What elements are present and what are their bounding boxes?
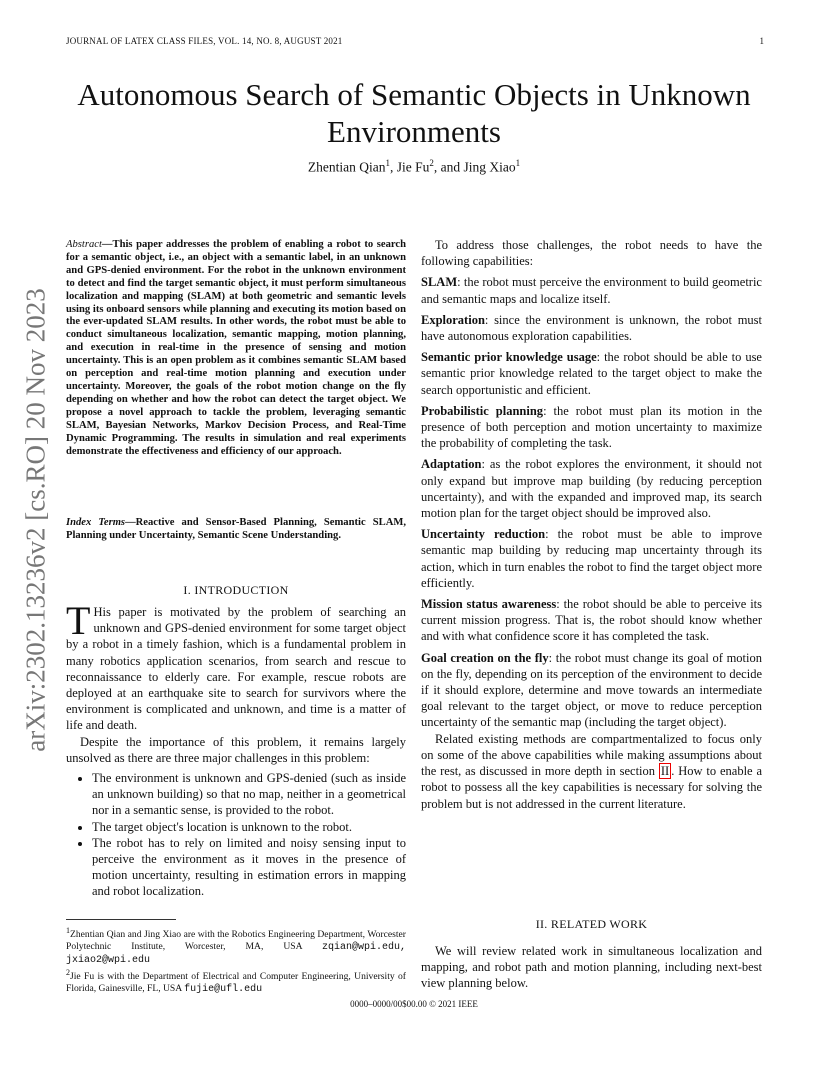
capability-item: Probabilistic planning: the robot must plan its motion in the presence of both perception and motion uncertainty to maximize the probability of completing the task. xyxy=(421,403,762,451)
paper-title: Autonomous Search of Semantic Objects in Unknown Environments xyxy=(77,77,751,149)
intro-paragraph-2: Despite the importance of this problem, it remains largely unsolved as there are three major challenges in this problem: xyxy=(66,734,406,765)
capability-item: Semantic prior knowledge usage: the robot should be able to use semantic prior knowledge related to the target object to make the search opportunistic and efficient. xyxy=(421,350,762,397)
related-work-paragraph: We will review related work in simultaneous localization and mapping, and robot path and motion planning, including next-best view planning below. xyxy=(421,944,762,991)
copyright-footer: 0000–0000/00$00.00 © 2021 IEEE xyxy=(350,999,478,1009)
author-list: Zhentian Qian$^1$, Jie Fu$^2$, and Jing Xiao$^1$ xyxy=(307,158,521,175)
abstract-label: Abstract xyxy=(66,239,102,250)
introduction-body xyxy=(66,598,406,900)
capability-item: SLAM: the robot must perceive the environment to build geometric and semantic maps and localize itself. xyxy=(421,275,762,306)
list-item: • The target object's location is unknown to the robot. xyxy=(92,819,406,835)
intro-paragraph-1: T His paper is motivated by the problem of searching an unknown and GPS-denied environment for some target object by a robot in a timely fashion, which is a fundamental problem in many robotics application scenarios, from search and rescue to reconnaissance to elderly care. For example, rescue robots are deployed at an earthquake site to search for survivors where the environment is complicated and unknown, and time is a matter of life and death. xyxy=(66,598,406,733)
challenge-list xyxy=(66,770,406,900)
index-terms: Index Terms—Reactive and Sensor-Based Planning, Semantic SLAM, Planning under Uncertainty, Semantic Scene Understanding. xyxy=(66,517,406,541)
abstract xyxy=(66,239,406,458)
section-heading-introduction: I. INTRODUCTION xyxy=(183,583,289,597)
capability-item: Mission status awareness: the robot should be able to perceive its current mission progress. That is, the robot should know whether and with what confidence score it has completed the task. xyxy=(421,597,762,644)
related-work-body xyxy=(421,943,762,992)
capability-item: Goal creation on the fly: the robot must change its goal of motion on the fly, depending on its perception of the environment to decide if it should explore, determine and move towards an intermediate goal relevant to the target object, or move to reduce perception uncertainty of the semantic map (including the target object). xyxy=(421,650,763,730)
section-link[interactable]: II xyxy=(660,764,670,779)
arxiv-id: arXiv:2302.13236v2 [cs.RO] 20 Nov 2023 xyxy=(20,288,51,752)
footnotes: $^1$Zhentian Qian and Jing Xiao are with the Robotics Engineering Department, Worcester Polytechnic Institute, Worcester, MA, USA zqian@wpi.edu, jxiao2@wpi.edu $^2$Jie Fu is with the Department of Electrical and Computer Engineering, University of Florida, Gainesville, FL, USA fujie@ufl.edu xyxy=(66,926,406,996)
capability-item: Adaptation: as the robot explores the environment, it should not only expand but improve map building (by reducing perception uncertainty), and with the expanded and improved map, its search motion plan for the target object should be improved also. xyxy=(421,457,762,521)
capabilities-intro: To address those challenges, the robot needs to have the following capabilities: xyxy=(421,238,762,269)
capability-item: Uncertainty reduction: the robot must be able to improve semantic map building by reducing map uncertainty through its action, which in turn enables the robot to find the target object more efficiently. xyxy=(421,527,762,590)
page-number: 1 xyxy=(759,36,764,46)
abstract-text: —This paper addresses the problem of enabling a robot to search for a semantic object, i.e., an object with a semantic label, in an unknown and GPS-denied environment. For the robot in the unknown environment to detect and find the target semantic object, it must perform simultaneous localization and mapping (SLAM) at both geometric and semantic levels using its onboard sensors while planning and executing its motion based on the ever-updated SLAM results. In other words, the robot must be able to conduct simultaneous localization, semantic mapping, motion planning, and execution in real-time in the presence of sensing and motion uncertainty. This is an open problem as it combines semantic SLAM based on perception and real-time motion planning and execution under uncertainty. Moreover, the goals of the robot motion change on the fly depending on whether and how the robot can detect the target object. We propose a novel approach to tackle the problem, leveraging semantic SLAM, Bayesian Networks, Markov Decision Process, and Real-Time Dynamic Programming. The results in simulation and real experiments demonstrate the effectiveness and efficiency of our approach. xyxy=(66,239,406,457)
running-header: JOURNAL OF LATEX CLASS FILES, VOL. 14, NO. 8, AUGUST 2021 xyxy=(66,36,343,46)
section-heading-related-work: II. RELATED WORK xyxy=(535,917,648,931)
related-paragraph: Related existing methods are compartmentalized to focus only on some of the above capabilities while making assumptions about the rest, as discussed in more depth in section II . How to enable a robot to possess all the key capabilities is necessary for solving the problem but is not addressed in the current literature. xyxy=(421,731,763,811)
list-item: • The robot has to rely on limited and noisy sensing input to perceive the environment as it moves in the presence of motion uncertainty, resulting in estimation errors in mapping and robot localization. xyxy=(92,835,406,900)
list-item: • The environment is unknown and GPS-denied (such as inside an unknown building) so that no map, neither in a geometrical nor in a semantic sense, is provided to the robot. xyxy=(92,770,406,819)
footnote-rule xyxy=(66,919,176,920)
capability-item: Exploration: since the environment is unknown, the robot must have autonomous exploration capabilities. xyxy=(421,312,762,344)
drop-cap: T xyxy=(66,598,91,643)
right-column xyxy=(421,237,762,812)
